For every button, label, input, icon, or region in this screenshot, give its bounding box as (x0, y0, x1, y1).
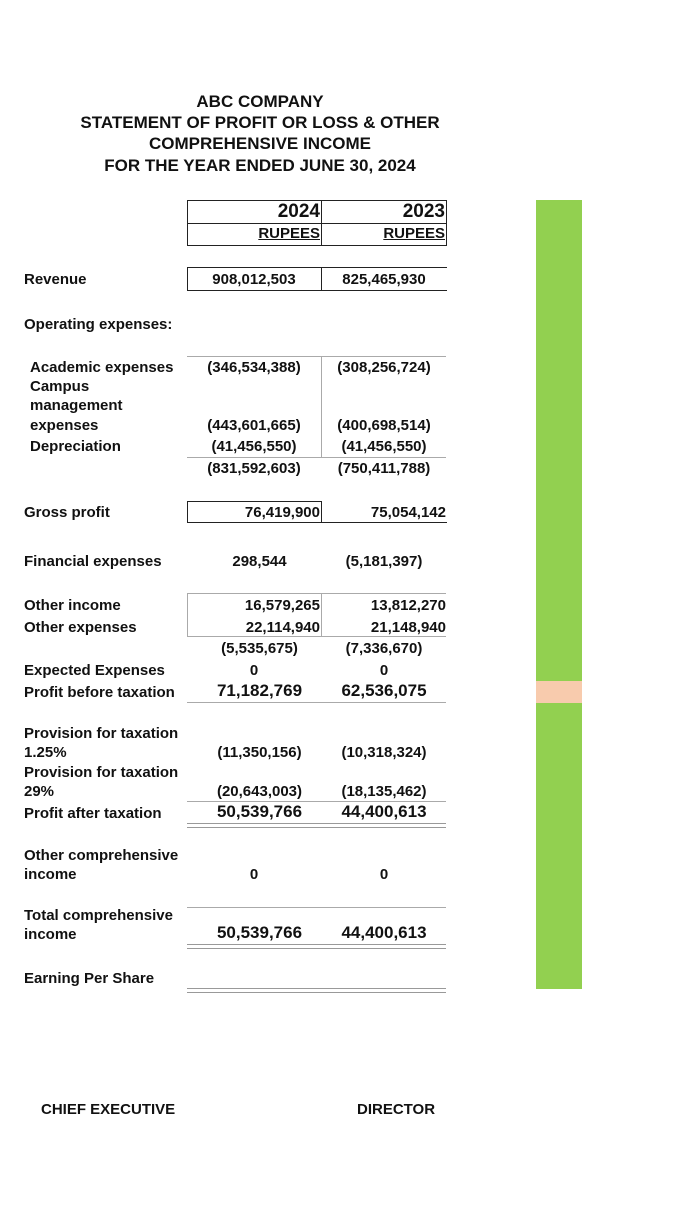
oci-2023: 0 (379, 866, 389, 883)
other-top-line-2023 (321, 593, 446, 594)
year-2024: 2024 (277, 201, 320, 222)
oci-label-2: income (24, 866, 77, 883)
side-bar-top (536, 200, 582, 681)
other-income-label: Other income (24, 597, 121, 614)
eps-double-line (187, 988, 446, 993)
pat-double-line (187, 823, 446, 828)
tci-2023: 44,400,613 (341, 923, 427, 942)
opex-top-line (187, 356, 446, 357)
campus-label-2: management (30, 397, 123, 414)
tax1-2024: (11,350,156) (217, 744, 302, 761)
tci-label-1: Total comprehensive (24, 907, 173, 924)
tci-top-line (187, 907, 446, 908)
statement-title-cont: COMPREHENSIVE INCOME (149, 134, 371, 153)
pat-2023: 44,400,613 (341, 802, 427, 821)
statement-period: FOR THE YEAR ENDED JUNE 30, 2024 (104, 156, 416, 175)
signature-director: DIRECTOR (357, 1101, 436, 1118)
other-net-2023: (7,336,670) (345, 640, 423, 657)
revenue-label: Revenue (24, 271, 87, 288)
pbt-2023: 62,536,075 (341, 681, 427, 700)
tax1-label-2: 1.25% (24, 744, 67, 761)
unit-2024: RUPEES (258, 225, 320, 242)
side-bar-highlight (536, 681, 582, 703)
gross-profit-line-2023 (321, 522, 447, 523)
pbt-line (187, 702, 446, 703)
tax2-2023: (18,135,462) (341, 783, 427, 800)
depreciation-label: Depreciation (30, 438, 121, 455)
financial-expenses-label: Financial expenses (24, 553, 162, 570)
other-expenses-label: Other expenses (24, 619, 137, 636)
other-income-2024: 16,579,265 (244, 597, 320, 614)
expected-expenses-label: Expected Expenses (24, 662, 165, 679)
gross-profit-2023: 75,054,142 (370, 504, 446, 521)
campus-2023: (400,698,514) (337, 417, 431, 434)
operating-expenses-label: Operating expenses: (24, 316, 173, 333)
signature-chief-executive: CHIEF EXECUTIVE (41, 1101, 176, 1118)
tci-2024: 50,539,766 (216, 923, 303, 942)
campus-2024: (443,601,665) (207, 417, 301, 434)
statement-title: STATEMENT OF PROFIT OR LOSS & OTHER (80, 113, 440, 132)
expected-expenses-2024: 0 (249, 662, 259, 679)
opex-subtotal-line (187, 457, 446, 458)
other-net-2024: (5,535,675) (221, 640, 298, 657)
academic-label: Academic expenses (30, 359, 174, 376)
tax2-label-1: Provision for taxation (24, 764, 179, 781)
oci-2024: 0 (249, 866, 259, 883)
campus-label-3: expenses (30, 417, 99, 434)
company-name: ABC COMPANY (196, 92, 324, 111)
gross-profit-label: Gross profit (24, 504, 110, 521)
financial-expenses-2024: 298,544 (232, 553, 287, 570)
tax1-2023: (10,318,324) (341, 744, 427, 761)
unit-2023: RUPEES (383, 225, 445, 242)
academic-2024: (346,534,388) (207, 359, 301, 376)
campus-label-1: Campus (30, 378, 90, 395)
year-2023: 2023 (402, 201, 445, 222)
other-income-2023: 13,812,270 (370, 597, 446, 614)
gross-profit-2024: 76,419,900 (244, 504, 320, 521)
eps-label: Earning Per Share (24, 970, 155, 987)
expected-expenses-2023: 0 (379, 662, 389, 679)
pat-label: Profit after taxation (24, 805, 162, 822)
depreciation-2023: (41,456,550) (341, 438, 427, 455)
revenue-2024: 908,012,503 (212, 271, 296, 288)
tax1-label-1: Provision for taxation (24, 725, 179, 742)
opex-total-2024: (831,592,603) (207, 460, 301, 477)
pbt-label: Profit before taxation (24, 684, 175, 701)
side-bar-bottom (536, 703, 582, 989)
pat-2024: 50,539,766 (216, 802, 303, 821)
academic-2023: (308,256,724) (337, 359, 431, 376)
tax2-2024: (20,643,003) (216, 783, 303, 800)
financial-expenses-2023: (5,181,397) (345, 553, 423, 570)
depreciation-2024: (41,456,550) (211, 438, 297, 455)
tci-double-line (187, 944, 446, 949)
revenue-2023: 825,465,930 (342, 271, 426, 288)
oci-label-1: Other comprehensive (24, 847, 179, 864)
other-expenses-2023: 21,148,940 (370, 619, 446, 636)
opex-total-2023: (750,411,788) (337, 460, 431, 477)
tax2-label-2: 29% (24, 783, 55, 800)
pbt-2024: 71,182,769 (216, 681, 303, 700)
tci-label-2: income (24, 926, 77, 943)
other-expenses-2024: 22,114,940 (245, 619, 320, 636)
